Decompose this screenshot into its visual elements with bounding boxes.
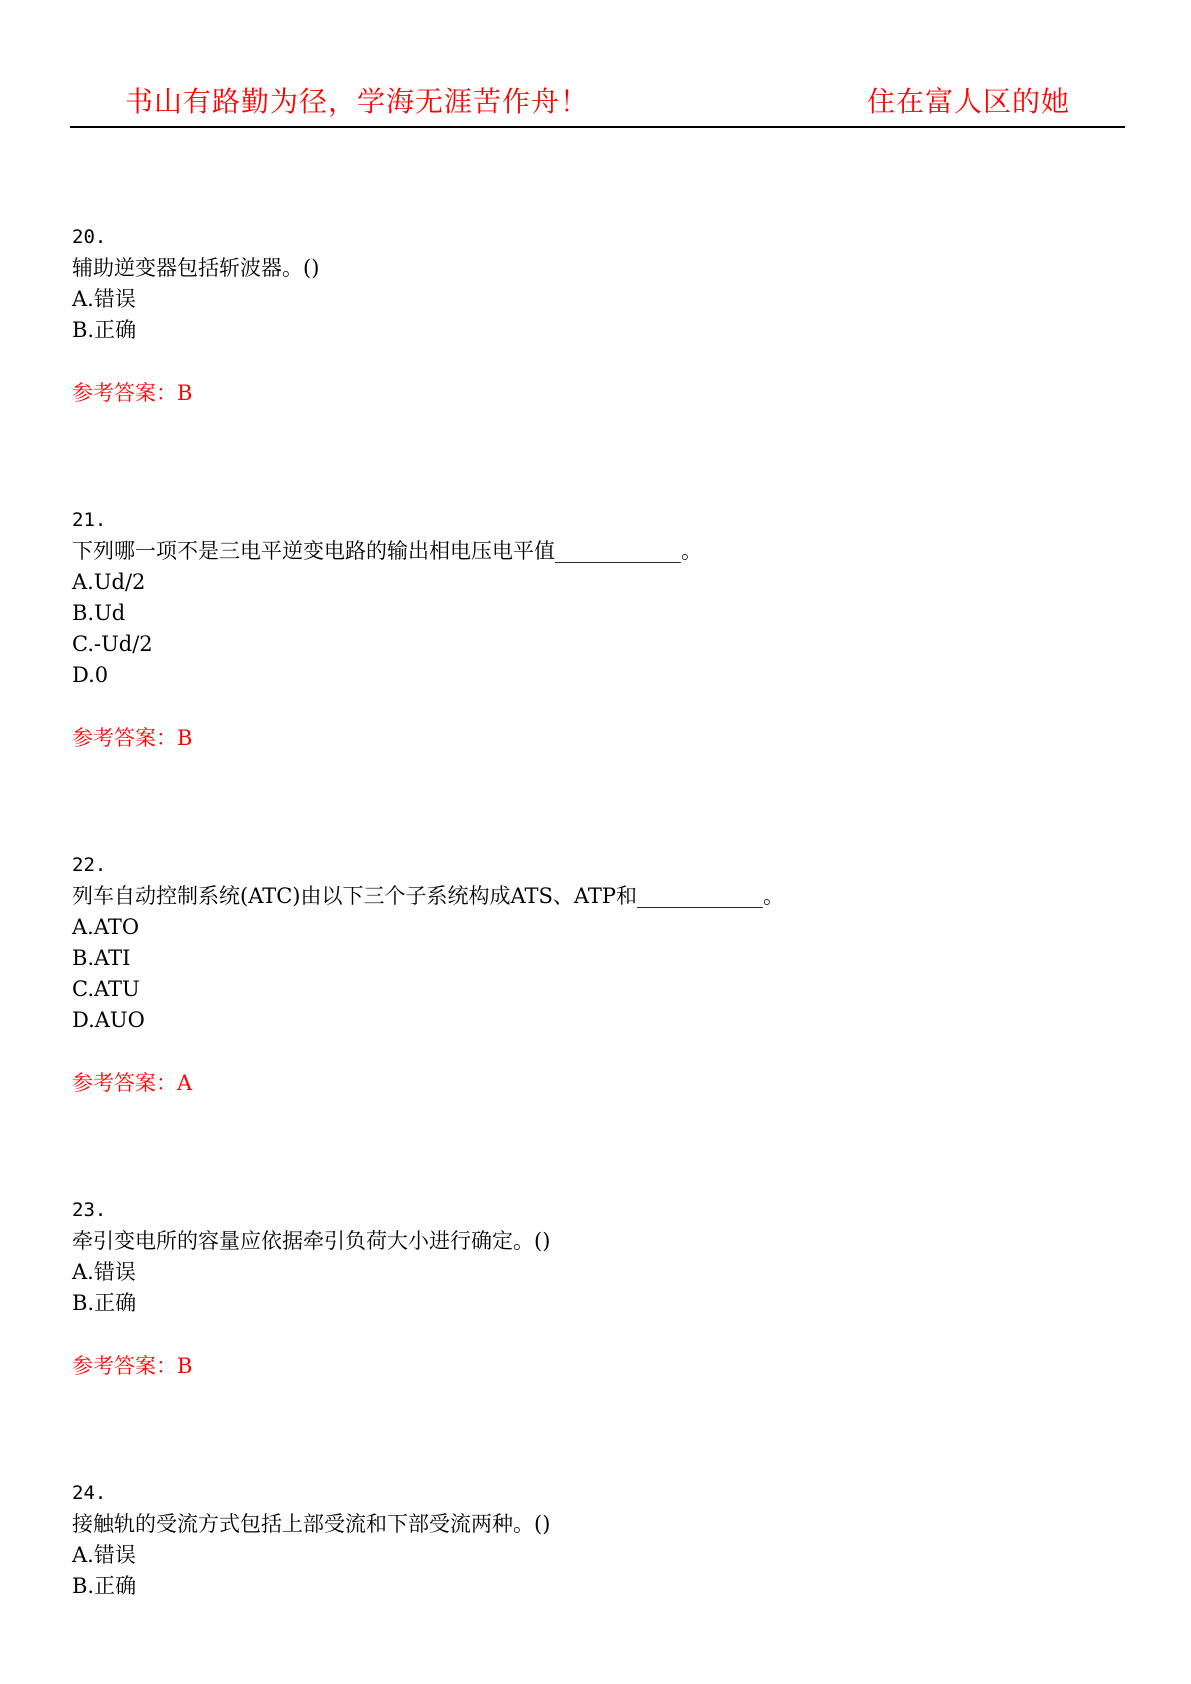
option-c: C.-Ud/2 <box>72 632 153 656</box>
question-stem: 辅助逆变器包括斩波器。() <box>72 256 320 280</box>
reference-answer: 参考答案：B <box>72 1354 193 1378</box>
question-20 <box>72 222 1122 409</box>
question-21 <box>72 505 1122 754</box>
option-b: B.正确 <box>72 1574 137 1598</box>
header-motto: 书山有路勤为径，学海无涯苦作舟！ <box>125 85 590 118</box>
option-d: D.0 <box>72 663 109 687</box>
question-stem: 接触轨的受流方式包括上部受流和下部受流两种。() <box>72 1512 551 1536</box>
question-number: 22. <box>72 854 107 876</box>
option-a: A.错误 <box>72 1543 136 1567</box>
question-number: 23. <box>72 1199 107 1221</box>
question-stem: 下列哪一项不是三电平逆变电路的输出相电压电平值____________。 <box>72 539 702 563</box>
option-a: A.ATO <box>72 915 140 939</box>
reference-answer: 参考答案：B <box>72 381 193 405</box>
option-d: D.AUO <box>72 1008 145 1032</box>
question-stem: 牵引变电所的容量应依据牵引负荷大小进行确定。() <box>72 1229 551 1253</box>
option-c: C.ATU <box>72 977 140 1001</box>
page-header <box>70 72 1125 128</box>
option-b: B.Ud <box>72 601 126 625</box>
option-b: B.正确 <box>72 1291 137 1315</box>
header-author: 住在富人区的她 <box>866 85 1070 118</box>
option-b: B.正确 <box>72 318 137 342</box>
reference-answer: 参考答案：A <box>72 1071 193 1095</box>
option-a: A.错误 <box>72 1260 136 1284</box>
question-23 <box>72 1195 1122 1382</box>
option-a: A.Ud/2 <box>72 570 146 594</box>
question-number: 20. <box>72 226 107 248</box>
option-b: B.ATI <box>72 946 131 970</box>
question-number: 21. <box>72 509 107 531</box>
question-stem: 列车自动控制系统(ATC)由以下三个子系统构成ATS、ATP和____________。 <box>72 884 785 908</box>
option-a: A.错误 <box>72 287 136 311</box>
reference-answer: 参考答案：B <box>72 726 193 750</box>
question-22 <box>72 850 1122 1099</box>
question-number: 24. <box>72 1482 107 1504</box>
question-24 <box>72 1478 1122 1602</box>
question-list <box>72 222 1122 1602</box>
